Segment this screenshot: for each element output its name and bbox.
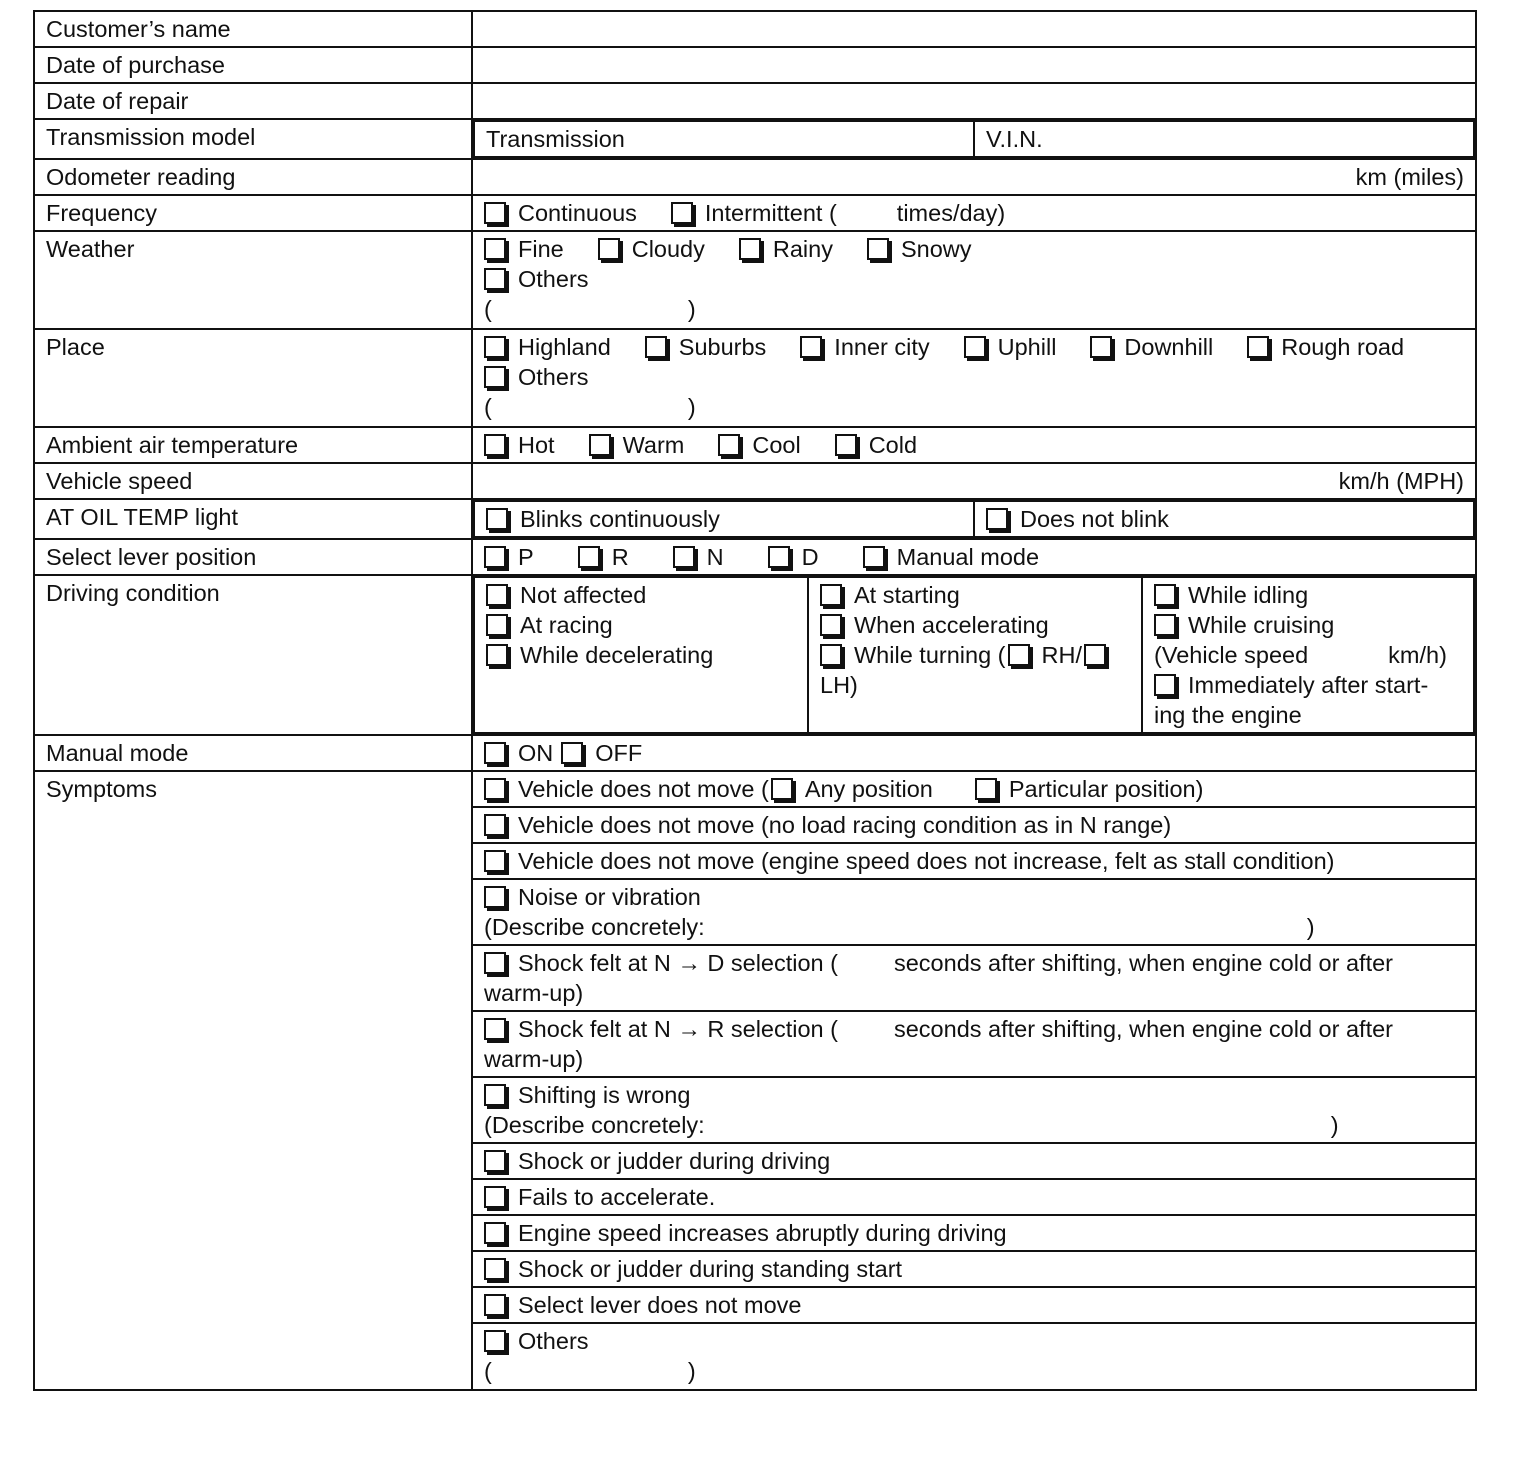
checkbox-icon[interactable]	[820, 584, 842, 606]
option-n[interactable]: N	[673, 542, 724, 572]
driving-condition-cell	[472, 575, 1476, 735]
option-fine[interactable]: Fine	[484, 234, 564, 264]
checkbox-icon[interactable]	[768, 546, 790, 568]
row-select-lever	[34, 539, 1476, 575]
checkbox-icon[interactable]	[484, 336, 506, 358]
row-symptoms	[34, 771, 1476, 1390]
vin-field[interactable]: V.I.N.	[974, 121, 1474, 157]
symptoms-cell	[472, 771, 1476, 1390]
checkbox-icon[interactable]	[484, 238, 506, 260]
odometer-unit: km (miles)	[1355, 164, 1464, 190]
label-date-repair: Date of repair	[34, 83, 472, 119]
option-not-affected[interactable]: Not affected	[486, 580, 796, 610]
label-select-lever: Select lever position	[34, 539, 472, 575]
checkbox-icon[interactable]	[484, 434, 506, 456]
symptom-not-move-stall[interactable]: Vehicle does not move (engine speed does not increase, felt as stall condition)	[473, 843, 1475, 879]
checkbox-icon[interactable]	[484, 268, 506, 290]
option-blinks-continuously[interactable]: Blinks continuously	[486, 504, 720, 534]
checkbox-icon[interactable]	[964, 336, 986, 358]
checkbox-icon[interactable]	[484, 850, 506, 872]
symptom-lever-not-move[interactable]: Select lever does not move	[473, 1287, 1475, 1323]
checkbox-icon[interactable]	[645, 336, 667, 358]
label-weather: Weather	[34, 231, 472, 329]
option-intermittent[interactable]: Intermittent (	[671, 198, 837, 228]
option-snowy[interactable]: Snowy	[867, 234, 972, 264]
checkbox-icon[interactable]	[484, 1294, 506, 1316]
option-does-not-blink[interactable]: Does not blink	[986, 504, 1169, 534]
option-while-cruising[interactable]: While cruising	[1154, 610, 1462, 640]
symptom-shock-n-r[interactable]: Shock felt at N → R selection ( seconds after shifting, when engine cold or after warm-up)	[473, 1011, 1475, 1077]
label-transmission-model: Transmission model	[34, 119, 472, 159]
select-lever-options	[472, 539, 1476, 575]
symptom-shock-n-d[interactable]: Shock felt at N → D selection ( seconds after shifting, when engine cold or after warm-up)	[473, 945, 1475, 1011]
place-others-field[interactable]: ( )	[484, 394, 696, 420]
turning-lh-label: LH)	[820, 672, 858, 698]
checkbox-icon[interactable]	[673, 546, 695, 568]
checkbox-icon[interactable]	[484, 814, 506, 836]
option-place-others[interactable]: Others	[484, 362, 589, 392]
label-date-purchase: Date of purchase	[34, 47, 472, 83]
checkbox-icon[interactable]	[1154, 584, 1176, 606]
checkbox-icon[interactable]	[484, 366, 506, 388]
row-odometer	[34, 159, 1476, 195]
vehicle-speed-field[interactable]	[472, 463, 1476, 499]
label-customer-name: Customer’s name	[34, 11, 472, 47]
immediately-after-starting-cont: ing the engine	[1154, 702, 1302, 728]
option-rough-road[interactable]: Rough road	[1247, 332, 1404, 362]
label-place: Place	[34, 329, 472, 427]
row-frequency	[34, 195, 1476, 231]
row-transmission-model	[34, 119, 1476, 159]
checkbox-icon[interactable]	[484, 1186, 506, 1208]
driving-col-1	[474, 577, 808, 733]
option-hot[interactable]: Hot	[484, 430, 555, 460]
row-ambient	[34, 427, 1476, 463]
symptom-engine-speed-abrupt[interactable]: Engine speed increases abruptly during driving	[473, 1215, 1475, 1251]
option-d[interactable]: D	[768, 542, 819, 572]
option-immediately-after-starting[interactable]: Immediately after start-	[1154, 670, 1462, 700]
checkbox-icon[interactable]	[718, 434, 740, 456]
option-manual-mode[interactable]: Manual mode	[863, 542, 1039, 572]
option-inner-city[interactable]: Inner city	[800, 332, 929, 362]
weather-options	[472, 231, 1476, 329]
worksheet-table	[33, 10, 1477, 1391]
option-cold[interactable]: Cold	[835, 430, 917, 460]
option-while-idling[interactable]: While idling	[1154, 580, 1462, 610]
checkbox-icon[interactable]	[484, 952, 506, 974]
option-cool[interactable]: Cool	[718, 430, 800, 460]
checkbox-icon[interactable]	[484, 778, 506, 800]
checkbox-icon[interactable]	[671, 202, 693, 224]
place-options	[472, 329, 1476, 427]
option-off[interactable]: OFF	[561, 738, 642, 768]
row-at-oil-temp	[34, 499, 1476, 539]
checkbox-icon[interactable]	[486, 508, 508, 530]
option-downhill[interactable]: Downhill	[1090, 332, 1213, 362]
checkbox-icon[interactable]	[484, 1330, 506, 1352]
checkbox-icon[interactable]	[484, 546, 506, 568]
symptom-not-move-position: Vehicle does not move ( Any position Particular position)	[473, 772, 1475, 807]
driving-col-2	[808, 577, 1142, 733]
transmission-model-cell	[472, 119, 1476, 159]
diagnostic-worksheet	[33, 10, 1475, 1421]
checkbox-icon[interactable]	[484, 202, 506, 224]
checkbox-icon[interactable]	[484, 1150, 506, 1172]
symptom-shock-judder-driving[interactable]: Shock or judder during driving	[473, 1143, 1475, 1179]
at-oil-temp-cell	[472, 499, 1476, 539]
row-date-purchase	[34, 47, 1476, 83]
checkbox-icon[interactable]	[484, 1222, 506, 1244]
checkbox-icon[interactable]	[1090, 336, 1112, 358]
odometer-field[interactable]	[472, 159, 1476, 195]
option-continuous[interactable]: Continuous	[484, 198, 637, 228]
row-manual-mode	[34, 735, 1476, 771]
checkbox-icon[interactable]	[739, 238, 761, 260]
option-cloudy[interactable]: Cloudy	[598, 234, 705, 264]
row-driving-condition	[34, 575, 1476, 735]
checkbox-icon[interactable]	[486, 614, 508, 636]
checkbox-icon[interactable]	[486, 644, 508, 666]
checkbox-icon[interactable]	[820, 644, 842, 666]
label-ambient: Ambient air temperature	[34, 427, 472, 463]
date-repair-field[interactable]	[472, 83, 1476, 119]
option-at-racing[interactable]: At racing	[486, 610, 796, 640]
times-per-day: times/day)	[896, 200, 1006, 226]
label-symptoms: Symptoms	[34, 771, 472, 1390]
row-customer-name	[34, 11, 1476, 47]
label-frequency: Frequency	[34, 195, 472, 231]
option-when-accelerating[interactable]: When accelerating	[820, 610, 1130, 640]
vehicle-speed-unit: km/h (MPH)	[1338, 468, 1464, 494]
symptom-shock-standing-start[interactable]: Shock or judder during standing start	[473, 1251, 1475, 1287]
label-driving-condition: Driving condition	[34, 575, 472, 735]
symptom-not-move-racing[interactable]: Vehicle does not move (no load racing condition as in N range)	[473, 807, 1475, 843]
symptom-fails-accelerate[interactable]: Fails to accelerate.	[473, 1179, 1475, 1215]
ambient-options	[472, 427, 1476, 463]
weather-others-field[interactable]: ( )	[484, 296, 696, 322]
checkbox-icon[interactable]	[1008, 644, 1030, 666]
option-while-turning[interactable]: While turning ( RH/	[820, 640, 1130, 670]
label-odometer: Odometer reading	[34, 159, 472, 195]
checkbox-icon[interactable]	[820, 614, 842, 636]
symptom-noise-vibration[interactable]: Noise or vibration (Describe concretely: )	[473, 879, 1475, 945]
label-at-oil-temp: AT OIL TEMP light	[34, 499, 472, 539]
option-suburbs[interactable]: Suburbs	[645, 332, 767, 362]
option-p[interactable]: P	[484, 542, 534, 572]
checkbox-icon[interactable]	[800, 336, 822, 358]
cruising-speed-field[interactable]: (Vehicle speed km/h)	[1154, 642, 1447, 668]
date-purchase-field[interactable]	[472, 47, 1476, 83]
checkbox-icon[interactable]	[835, 434, 857, 456]
option-at-starting[interactable]: At starting	[820, 580, 1130, 610]
symptom-shifting-wrong[interactable]: Shifting is wrong (Describe concretely: )	[473, 1077, 1475, 1143]
checkbox-icon[interactable]	[484, 1084, 506, 1106]
option-warm[interactable]: Warm	[589, 430, 685, 460]
checkbox-icon[interactable]	[598, 238, 620, 260]
option-while-decelerating[interactable]: While decelerating	[486, 640, 796, 670]
option-r[interactable]: R	[578, 542, 629, 572]
checkbox-icon[interactable]	[1247, 336, 1269, 358]
checkbox-icon[interactable]	[1154, 614, 1176, 636]
option-highland[interactable]: Highland	[484, 332, 611, 362]
label-manual-mode: Manual mode	[34, 735, 472, 771]
checkbox-icon[interactable]	[1084, 644, 1106, 666]
customer-name-field[interactable]	[472, 11, 1476, 47]
checkbox-icon[interactable]	[867, 238, 889, 260]
checkbox-icon[interactable]	[1154, 674, 1176, 696]
row-place	[34, 329, 1476, 427]
checkbox-icon[interactable]	[863, 546, 885, 568]
option-uphill[interactable]: Uphill	[964, 332, 1057, 362]
manual-mode-options	[472, 735, 1476, 771]
checkbox-icon[interactable]	[986, 508, 1008, 530]
row-date-repair	[34, 83, 1476, 119]
checkbox-icon[interactable]	[771, 778, 793, 800]
checkbox-icon[interactable]	[484, 742, 506, 764]
checkbox-icon[interactable]	[484, 1018, 506, 1040]
checkbox-icon[interactable]	[578, 546, 600, 568]
checkbox-icon[interactable]	[589, 434, 611, 456]
option-on[interactable]: ON	[484, 738, 553, 768]
symptom-others[interactable]: Others ( )	[484, 1328, 696, 1384]
frequency-options	[472, 195, 1476, 231]
row-weather	[34, 231, 1476, 329]
checkbox-icon[interactable]	[484, 886, 506, 908]
checkbox-icon[interactable]	[484, 1258, 506, 1280]
checkbox-icon[interactable]	[561, 742, 583, 764]
option-weather-others[interactable]: Others	[484, 264, 589, 294]
checkbox-icon[interactable]	[486, 584, 508, 606]
driving-col-3	[1142, 577, 1474, 733]
option-not-move[interactable]: Vehicle does not move (	[484, 774, 769, 804]
option-rainy[interactable]: Rainy	[739, 234, 833, 264]
transmission-field[interactable]: Transmission	[474, 121, 974, 157]
checkbox-icon[interactable]	[975, 778, 997, 800]
label-vehicle-speed: Vehicle speed	[34, 463, 472, 499]
row-vehicle-speed	[34, 463, 1476, 499]
